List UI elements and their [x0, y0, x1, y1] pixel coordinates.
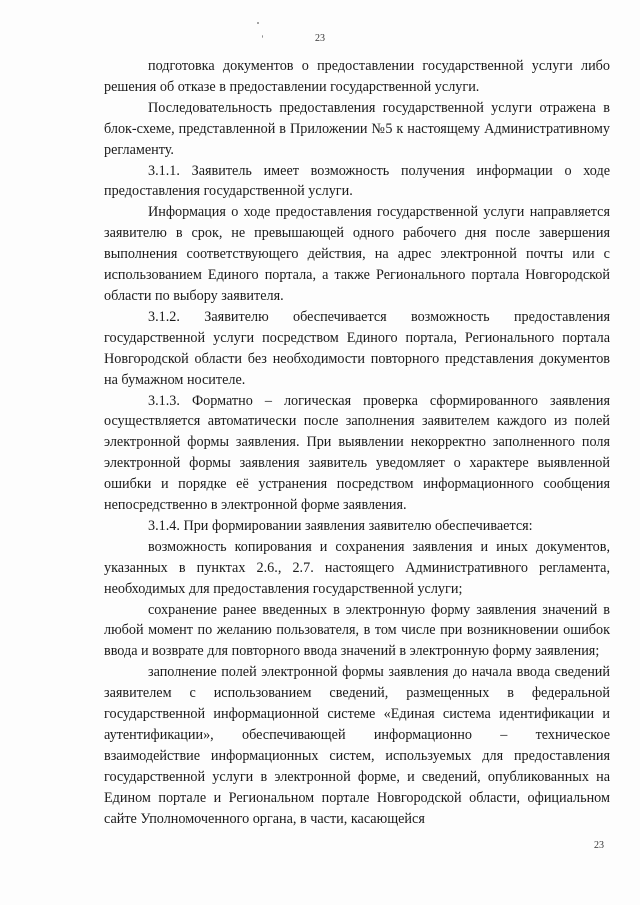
page-number-bottom: 23 [594, 840, 604, 851]
paragraph: 3.1.3. Форматно – логическая проверка сформированного заявления осуществляется автоматически после заполнения заявителем каждого из полей электронной формы заявления. При выявлении некорректно заполненного поля электронной формы заявления заявитель уведомляет о характере выявленной ошибки и порядке её устранения посредством информационного сообщения непосредственно в электронной форме заявления. [104, 392, 610, 514]
scan-speck [257, 22, 259, 24]
page-number-top: 23 [315, 33, 325, 44]
paragraph: заполнение полей электронной формы заявления до начала ввода сведений заявителем с использованием сведений, размещенных в федеральной государственной информационной системе «Единая система идентификации и аутентификации», обеспечивающей информационно – техническое взаимодействие информационных систем, используемых для предоставления государственной услуги в электронной форме, и сведений, опубликованных на Едином портале и Региональном портале Новгородской области, официальном сайте Уполномоченного органа, в части, касающейся [104, 664, 610, 827]
paragraph: 3.1.4. При формировании заявления заявителю обеспечивается: [148, 517, 533, 534]
paragraph: 3.1.2. Заявителю обеспечивается возможность предоставления государственной услуги посредством Единого портала, Регионального портала Новгородской области без необходимости повторного представления документов на бумажном носителе. [104, 308, 610, 388]
paragraph: возможность копирования и сохранения заявления и иных документов, указанных в пунктах 2.6., 2.7. настоящего Административного регламента, необходимых для предоставления государственной услуги; [104, 538, 610, 597]
paragraph: 3.1.1. Заявитель имеет возможность получения информации о ходе предоставления государственной услуги. [104, 162, 610, 200]
paragraph: подготовка документов о предоставлении государственной услуги либо решения об отказе в предоставлении государственной услуги. [104, 58, 610, 95]
paragraph: Информация о ходе предоставления государственной услуги направляется заявителю в срок, не превышающей одного рабочего дня после завершения выполнения соответствующего действия, на адрес электронной почты или с использованием Единого портала, а также Регионального портала Новгородской области по выбору заявителя. [104, 204, 610, 304]
document-body [104, 56, 610, 830]
paragraph: Последовательность предоставления государственной услуги отражена в блок-схеме, представленной в Приложении №5 к настоящему Административному регламенту. [104, 99, 610, 158]
paragraph: сохранение ранее введенных в электронную форму заявления значений в любой момент по желанию пользователя, в том числе при возникновении ошибок ввода и возврате для повторного ввода значений в электронную форму заявления; [104, 601, 610, 660]
